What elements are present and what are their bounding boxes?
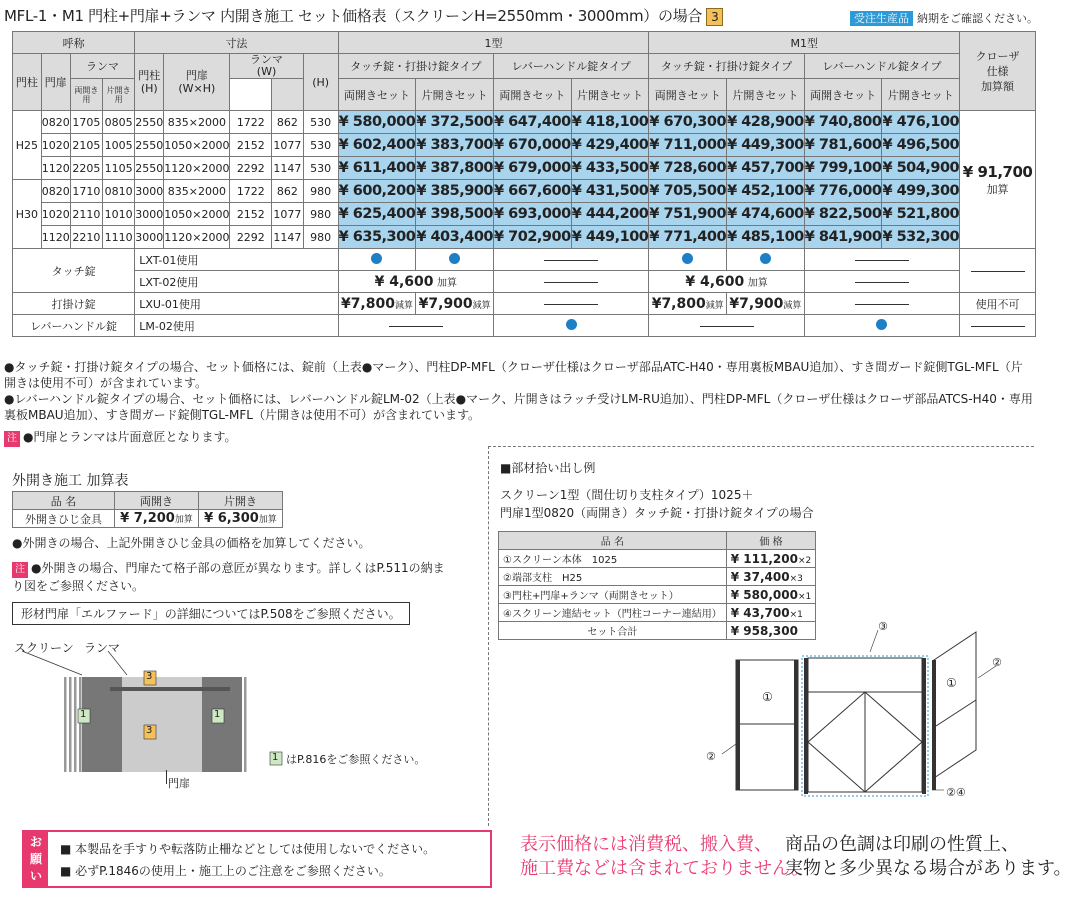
row-lever <box>13 315 1036 337</box>
header-ryoset: 両開きセット <box>338 79 416 111</box>
uchi-kata-1: ¥7,900減算 <box>416 293 494 315</box>
price-cell: ¥ 647,400 <box>494 111 572 134</box>
lxt02-price-m1 <box>649 271 804 293</box>
lxt02-label: LXT-02使用 <box>135 271 338 293</box>
uchi-ryo-1: ¥7,800減算 <box>338 293 416 315</box>
dim-cell: 1005 <box>103 134 135 157</box>
dim-cell: 980 <box>303 203 338 226</box>
kasan-label: 加算 <box>437 277 458 289</box>
closer-note: 加算 <box>986 182 1009 196</box>
price-cell: ¥ 385,900 <box>416 180 494 203</box>
price-cell: ¥ 431,500 <box>571 180 649 203</box>
dim-cell: 2550 <box>135 134 164 157</box>
header-monpi: 門扉 <box>41 54 70 111</box>
price-row <box>13 157 1036 180</box>
slat <box>74 677 77 772</box>
price-cell: ¥ 428,900 <box>727 111 805 134</box>
price-row <box>13 180 1036 203</box>
dim-cell: 980 <box>303 180 338 203</box>
dim-cell: 1120×2000 <box>164 226 230 249</box>
header-kata: 片開き用 <box>103 79 135 111</box>
dash-mark <box>855 304 909 305</box>
note-soto2-line: 注 ●外開きの場合、門扉たて格子部の意匠が異なります。詳しくはP.511の納まり図をご参照ください。 <box>12 561 445 593</box>
note-touch: ●タッチ錠・打掛け錠タイプの場合、セット価格には、錠前（上表●マーク）、門柱DP-MFL（クローザ仕様はクローザ部品ATC-H40・専用裏板MBAU追加）、すき間ガード錠側TGL-MFL（片開きは使用不可）が含まれています。 <box>4 360 1023 390</box>
dash-cell <box>804 249 959 271</box>
parts-row: ②端部支柱 H25 ¥ 37,400×3 <box>499 568 816 586</box>
dim-cell: 2105 <box>70 134 102 157</box>
price-cell: ¥ 667,600 <box>494 180 572 203</box>
price-cell: ¥ 496,500 <box>882 134 960 157</box>
sotobiraki-row: 外開きひじ金具 ¥ 7,200加算 ¥ 6,300加算 <box>13 510 283 528</box>
mark-1a: ① <box>762 690 773 704</box>
price-cell: ¥ 499,300 <box>882 180 960 203</box>
dim-cell: 1077 <box>272 134 303 157</box>
lock-uchi-label: 打掛け錠 <box>13 293 135 315</box>
onegai-label: お願い <box>24 832 48 886</box>
dim-cell: 2210 <box>70 226 102 249</box>
dash-mark <box>971 326 1025 327</box>
ref-box: 形材門扉「エルファード」の詳細についてはP.508をご参照ください。 <box>12 602 410 625</box>
dim-cell: 530 <box>303 157 338 180</box>
lm02-label: LM-02使用 <box>135 315 338 337</box>
dash-mark <box>389 326 443 327</box>
dim-cell: 1020 <box>41 203 70 226</box>
header-ryoset: 両開きセット <box>649 79 727 111</box>
dot-mark <box>876 319 887 330</box>
price-cell: ¥ 693,000 <box>494 203 572 226</box>
onegai-box <box>22 830 492 888</box>
dash-cell <box>494 293 649 315</box>
color-note: 商品の色調は印刷の性質上、 実物と多少異なる場合があります。 <box>785 834 1072 879</box>
price-cell: ¥ 444,200 <box>571 203 649 226</box>
dim-cell: 835×2000 <box>164 180 230 203</box>
dot-cell <box>649 249 727 271</box>
price-cell: ¥ 476,100 <box>882 111 960 134</box>
lock-lever-label: レバーハンドル錠 <box>13 315 135 337</box>
illus-badge-3b: 3 <box>146 725 153 736</box>
notes-block <box>4 359 1034 447</box>
dash-mark <box>544 282 598 283</box>
dim-cell: 0820 <box>41 111 70 134</box>
illus-badge-1b: 1 <box>214 709 221 720</box>
header-closer: クローザ 仕様 加算額 <box>960 32 1036 111</box>
dash-mark <box>971 271 1025 272</box>
header-typem1: M1型 <box>649 32 960 54</box>
price-cell: ¥ 702,900 <box>494 226 572 249</box>
price-cell: ¥ 705,500 <box>649 180 727 203</box>
dim-cell: 3000 <box>135 180 164 203</box>
dim-cell: 1120 <box>41 157 70 180</box>
header-monpi-wh: 門扉 (W×H) <box>164 54 230 111</box>
closer-cell <box>960 111 1036 249</box>
sotobiraki-table <box>12 491 283 528</box>
header-touch-m1: タッチ錠・打掛け錠タイプ <box>649 54 804 79</box>
price-cell: ¥ 602,400 <box>338 134 416 157</box>
header-kataset: 片開きセット <box>727 79 805 111</box>
order-tag: 受注生産品 <box>850 11 913 26</box>
dash-cell <box>649 315 804 337</box>
illustration <box>12 635 462 795</box>
lock-touch-label: タッチ錠 <box>13 249 135 293</box>
header-kataset: 片開きセット <box>571 79 649 111</box>
price-cell: ¥ 728,600 <box>649 157 727 180</box>
dash-cell <box>804 271 959 293</box>
price-cell: ¥ 611,400 <box>338 157 416 180</box>
mark-2a: ② <box>992 656 1002 669</box>
illus-badge-1a: 1 <box>80 709 87 720</box>
price-cell: ¥ 822,500 <box>804 203 882 226</box>
parts-rows <box>499 550 816 622</box>
mark-1b: ① <box>946 676 957 690</box>
slat <box>64 677 67 772</box>
dash-cell <box>960 249 1036 293</box>
header-touch-1: タッチ錠・打掛け錠タイプ <box>338 54 493 79</box>
dim-cell: 0805 <box>103 111 135 134</box>
mark-24: ②④ <box>946 786 966 799</box>
slat <box>244 677 247 772</box>
price-cell: ¥ 670,000 <box>494 134 572 157</box>
slat <box>79 677 82 772</box>
dim-cell: 2152 <box>230 203 272 226</box>
dot-cell <box>804 315 959 337</box>
dot-mark <box>682 253 693 264</box>
dot-cell <box>727 249 805 271</box>
dim-cell: 2292 <box>230 157 272 180</box>
price-row <box>13 134 1036 157</box>
price-cell: ¥ 776,000 <box>804 180 882 203</box>
parts-row: ④スクリーン連結セット（門柱コーナー連結用） ¥ 43,700×1 <box>499 604 816 622</box>
header-ryo: 両開き用 <box>70 79 102 111</box>
dim-cell: 2152 <box>230 134 272 157</box>
price-cell: ¥ 625,400 <box>338 203 416 226</box>
note-soto1: ●外開きの場合、上記外開きひじ金具の価格を加算してください。 <box>12 536 371 550</box>
dash-cell <box>338 315 493 337</box>
dim-cell: 3000 <box>135 203 164 226</box>
header-kataset: 片開きセット <box>416 79 494 111</box>
price-cell: ¥ 449,300 <box>727 134 805 157</box>
row-uchikake <box>13 293 1036 315</box>
lxu01-label: LXU-01使用 <box>135 293 338 315</box>
dash-cell <box>804 293 959 315</box>
dim-cell: 1020 <box>41 134 70 157</box>
dash-cell <box>494 249 649 271</box>
header-ranma-w2 <box>272 79 303 111</box>
not-usable: 使用不可 <box>960 293 1036 315</box>
price-cell: ¥ 398,500 <box>416 203 494 226</box>
price-row <box>13 203 1036 226</box>
dim-cell: 2205 <box>70 157 102 180</box>
illus-badge-1c: 1 <box>272 752 279 763</box>
dim-cell: 862 <box>272 111 303 134</box>
dim-cell: 1105 <box>103 157 135 180</box>
mark-2b: ② <box>706 750 716 763</box>
illus-ref: はP.816をご参照ください。 <box>286 753 426 766</box>
dim-cell: 1147 <box>272 226 303 249</box>
onegai-line2: ■ 必ずP.1846の使用上・施工上のご注意をご参照ください。 <box>60 864 391 878</box>
note-lever: ●レバーハンドル錠タイプの場合、セット価格には、レバーハンドル錠LM-02（上表●マーク、片開きはラッチ受けLM-RU追加）、門柱DP-MFL（クローザ仕様はクローザ部品ATCS-H40・専用裏板MBAU追加）、すき間ガード錠側TGL-MFL（片開きは使用不可）が含まれています。 <box>4 392 1033 422</box>
lxt01-label: LXT-01使用 <box>135 249 338 271</box>
header-ryoset: 両開きセット <box>804 79 882 111</box>
lxt02-price-1 <box>338 271 493 293</box>
price-cell: ¥ 670,300 <box>649 111 727 134</box>
note-ranma: ●門扉とランマは片面意匠となります。 <box>23 430 237 444</box>
note-soto2: ●外開きの場合、門扉たて格子部の意匠が異なります。詳しくはP.511の納まり図をご参照ください。 <box>12 561 445 593</box>
sotobiraki-title: 外開き施工 加算表 <box>12 473 129 489</box>
lxt02-price: ¥ 4,600 <box>685 273 745 290</box>
sotobiraki-header: 品 名 両開き 片開き <box>13 492 283 510</box>
dim-cell: 1050×2000 <box>164 203 230 226</box>
group-label: H30 <box>13 180 42 249</box>
tax-note: 表示価格には消費税、搬入費、 施工費などは含まれておりません。 <box>520 834 810 879</box>
chu-label: 注 <box>4 431 20 447</box>
dim-cell: 530 <box>303 111 338 134</box>
corner-diagram <box>700 620 1010 800</box>
price-cell: ¥ 600,200 <box>338 180 416 203</box>
dim-cell: 1077 <box>272 203 303 226</box>
price-cell: ¥ 452,100 <box>727 180 805 203</box>
header-ranma-w: ランマ (W) <box>230 54 303 79</box>
illus-monpi: 門扉 <box>168 777 190 790</box>
price-row <box>13 111 1036 134</box>
dim-cell: 530 <box>303 134 338 157</box>
price-cell: ¥ 711,000 <box>649 134 727 157</box>
header-monchu-h: 門柱 (H) <box>135 54 164 111</box>
dot-cell <box>338 249 416 271</box>
dash-mark <box>544 260 598 261</box>
dot-cell <box>494 315 649 337</box>
price-cell: ¥ 841,900 <box>804 226 882 249</box>
dim-cell: 835×2000 <box>164 111 230 134</box>
mark-3: ③ <box>878 620 888 633</box>
header-name: 呼称 <box>13 32 135 54</box>
price-cell: ¥ 799,100 <box>804 157 882 180</box>
price-cell: ¥ 679,000 <box>494 157 572 180</box>
price-cell: ¥ 751,900 <box>649 203 727 226</box>
illus-badge-3a: 3 <box>146 671 153 682</box>
row-touch-lxt02 <box>13 271 1036 293</box>
dash-mark <box>700 326 754 327</box>
onegai-line1: ■ 本製品を手すりや転落防止柵などとしては使用しないでください。 <box>60 842 436 856</box>
price-cell: ¥ 429,400 <box>571 134 649 157</box>
price-table <box>12 31 1036 337</box>
dash-mark <box>855 282 909 283</box>
header-h: (H) <box>303 54 338 111</box>
page-badge: 3 <box>706 8 723 26</box>
dim-cell: 2550 <box>135 111 164 134</box>
note-ranma-line <box>4 429 1034 447</box>
header-lever-1: レバーハンドル錠タイプ <box>494 54 649 79</box>
header-monchu: 門柱 <box>13 54 42 111</box>
header-ryoset: 両開きセット <box>494 79 572 111</box>
dim-cell: 1722 <box>230 111 272 134</box>
header-kataset: 片開きセット <box>882 79 960 111</box>
price-cell: ¥ 418,100 <box>571 111 649 134</box>
dim-cell: 1722 <box>230 180 272 203</box>
parts-desc2: 門扉1型0820（両開き）タッチ錠・打掛け錠タイプの場合 <box>500 506 814 520</box>
price-cell: ¥ 781,600 <box>804 134 882 157</box>
price-cell: ¥ 433,500 <box>571 157 649 180</box>
dash-cell <box>494 271 649 293</box>
parts-row: ①スクリーン本体 1025 ¥ 111,200×2 <box>499 550 816 568</box>
dash-cell <box>960 315 1036 337</box>
price-cell: ¥ 449,100 <box>571 226 649 249</box>
price-cell: ¥ 387,800 <box>416 157 494 180</box>
price-cell: ¥ 403,400 <box>416 226 494 249</box>
dim-cell: 862 <box>272 180 303 203</box>
price-rows <box>13 111 1036 249</box>
dim-cell: 2292 <box>230 226 272 249</box>
dim-cell: 3000 <box>135 226 164 249</box>
illus-ranma: ランマ <box>84 641 121 655</box>
dim-cell: 0820 <box>41 180 70 203</box>
dim-cell: 1050×2000 <box>164 134 230 157</box>
dash-mark <box>855 260 909 261</box>
dot-mark <box>760 253 771 264</box>
dim-cell: 1710 <box>70 180 102 203</box>
dash-mark <box>544 304 598 305</box>
header-dim: 寸法 <box>135 32 338 54</box>
dot-mark <box>566 319 577 330</box>
parts-diagram <box>700 620 1010 800</box>
kasan-label: 加算 <box>747 277 768 289</box>
header-row-1 <box>13 32 1036 54</box>
order-note: 受注生産品 納期をご確認ください。 <box>850 10 1038 26</box>
dot-mark <box>449 253 460 264</box>
parts-header: 品 名 価 格 <box>499 532 816 550</box>
price-row <box>13 226 1036 249</box>
price-cell: ¥ 485,100 <box>727 226 805 249</box>
price-cell: ¥ 474,600 <box>727 203 805 226</box>
uchi-ryo-m1: ¥7,800減算 <box>649 293 727 315</box>
group-label: H25 <box>13 111 42 180</box>
parts-title: ■部材拾い出し例 <box>500 461 596 475</box>
dim-cell: 1705 <box>70 111 102 134</box>
price-cell: ¥ 532,300 <box>882 226 960 249</box>
lxt02-price: ¥ 4,600 <box>374 273 434 290</box>
dim-cell: 980 <box>303 226 338 249</box>
price-cell: ¥ 580,000 <box>338 111 416 134</box>
parts-row: ③門柱+門扉+ランマ（両開きセット） ¥ 580,000×1 <box>499 586 816 604</box>
illus-screen: スクリーン <box>14 641 74 655</box>
dim-cell: 2550 <box>135 157 164 180</box>
dim-cell: 1010 <box>103 203 135 226</box>
row-touch-lxt01 <box>13 249 1036 271</box>
dim-cell: 1110 <box>103 226 135 249</box>
price-cell: ¥ 521,800 <box>882 203 960 226</box>
dim-cell: 1120×2000 <box>164 157 230 180</box>
closer-price: ¥ 91,700 <box>962 162 1033 181</box>
dim-cell: 1147 <box>272 157 303 180</box>
uchi-kata-m1: ¥7,900減算 <box>727 293 805 315</box>
price-cell: ¥ 372,500 <box>416 111 494 134</box>
price-cell: ¥ 457,700 <box>727 157 805 180</box>
dim-cell: 1120 <box>41 226 70 249</box>
header-type1: 1型 <box>338 32 649 54</box>
header-ranma: ランマ <box>70 54 135 79</box>
price-cell: ¥ 740,800 <box>804 111 882 134</box>
parts-desc1: スクリーン1型（間仕切り支柱タイプ）1025＋ <box>500 488 754 502</box>
price-cell: ¥ 383,700 <box>416 134 494 157</box>
page-title: MFL-1・M1 門柱+門扉+ランマ 内開き施工 セット価格表（スクリーンH=2550mm・3000mm）の場合 3 <box>4 5 723 26</box>
dim-cell: 0810 <box>103 180 135 203</box>
parts-total-row: セット合計 ¥ 958,300 <box>499 622 816 640</box>
dot-cell <box>416 249 494 271</box>
price-cell: ¥ 771,400 <box>649 226 727 249</box>
header-lever-m1: レバーハンドル錠タイプ <box>804 54 959 79</box>
price-cell: ¥ 504,900 <box>882 157 960 180</box>
dot-mark <box>371 253 382 264</box>
price-cell: ¥ 635,300 <box>338 226 416 249</box>
dim-cell: 2110 <box>70 203 102 226</box>
slat <box>69 677 72 772</box>
